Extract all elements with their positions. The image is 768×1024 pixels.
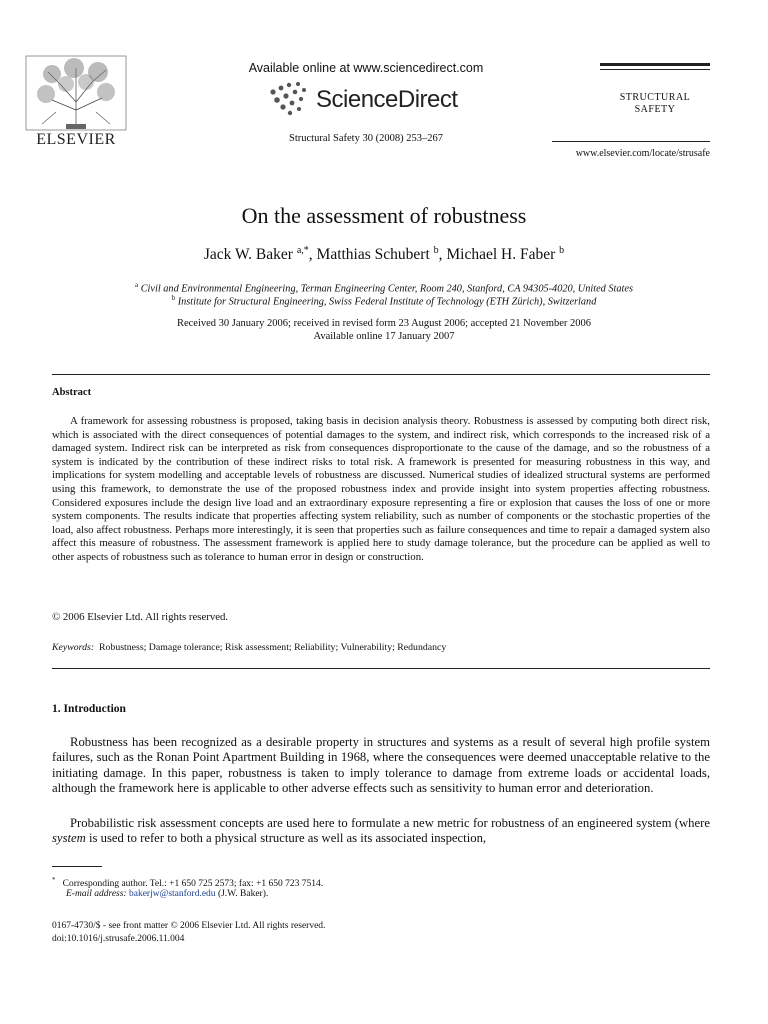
available-online-text: Available online at www.sciencedirect.com xyxy=(248,61,484,75)
email-footnote xyxy=(66,889,268,899)
affiliation-text: Institute for Structural Engineering, Swiss Federal Institute of Technology (ETH Zürich), Switzerland xyxy=(177,296,597,308)
footnote-rule xyxy=(52,866,102,867)
author-name[interactable]: Jack W. Baker xyxy=(203,246,293,264)
journal-url-rule xyxy=(552,141,710,142)
sciencedirect-wordmark: ScienceDirect xyxy=(316,86,458,113)
keywords-list: Robustness; Damage tolerance; Risk assessment; Reliability; Vulnerability; Redundancy xyxy=(99,642,447,653)
affiliation xyxy=(0,281,768,294)
publisher-name: ELSEVIER xyxy=(36,131,116,148)
journal-title-line1: STRUCTURAL xyxy=(619,92,691,103)
keywords-label: Keywords: xyxy=(52,642,95,653)
author-name[interactable]: Michael H. Faber xyxy=(446,246,556,264)
intro-text: Probabilistic risk assessment concepts are used here to formulate a new metric for robustness of an engineered system (where xyxy=(70,816,710,830)
author-list: Jack W. Baker $^{a,*}$, Matthias Schubert $^b$, Michael H. Faber $^b$ xyxy=(203,245,565,264)
issn-line: 0167-4730/$ - see front matter © 2006 Elsevier Ltd. All rights reserved. xyxy=(52,921,326,931)
affiliation xyxy=(0,294,768,307)
received-dates: Received 30 January 2006; received in revised form 23 August 2006; accepted 21 November 2006 xyxy=(176,318,592,329)
author-affil-marker[interactable]: b xyxy=(433,245,439,256)
intro-text: is used to refer to both a physical structure as well as its associated inspection, xyxy=(85,831,487,846)
intro-paragraph xyxy=(52,816,710,847)
online-date: Available online 17 January 2007 xyxy=(313,331,455,342)
journal-title-rule-thin xyxy=(600,69,710,70)
author-name[interactable]: Matthias Schubert xyxy=(316,246,430,264)
journal-url-link[interactable]: www.elsevier.com/locate/strusafe xyxy=(575,148,710,159)
author-affil-marker[interactable]: b xyxy=(559,245,565,256)
affiliation-text: Civil and Environmental Engineering, Terman Engineering Center, Room 240, Stanford, CA 94305-4020, United States xyxy=(140,283,633,295)
journal-title-rule xyxy=(600,63,710,66)
affiliation-marker: a xyxy=(135,281,139,289)
email-label: E-mail address: xyxy=(66,889,127,899)
journal-title-line2: SAFETY xyxy=(634,104,676,115)
abstract-copyright: © 2006 Elsevier Ltd. All rights reserved. xyxy=(52,611,229,623)
section-heading: 1. Introduction xyxy=(52,703,126,715)
keywords xyxy=(52,642,710,653)
abstract-text: A framework for assessing robustness is proposed, taking basis in decision analysis theory. Robustness is assessed by computing both direct risk, which is associated with the direct consequences of potential damages to the system, and indirect risk, which corresponds to the increased risk of a damaged system. Indirect risk can be interpreted as risk from consequences disproportionate to the cause of the damage, and so the robustness of a system is indicated by the contribution of these indirect risks to total risk. A framework is presented for measuring robustness in this way, and implications for system modelling and acceptable levels of robustness are discussed. Numerical studies of idealized structural systems are performed using this framework, to demonstrate the use of the proposed robustness index and provide insight into system properties affecting robustness. Considered exposures include the design live load and an extraordinary exposure representing a fire or explosion that causes the loss of one or more system components. The results indicate that properties affecting system reliability, such as number of components or the stochastic properties of the load, also affect robustness. Perhaps more interestingly, it is seen that properties such as failure consequences and time to repair a damaged system also affect this measure of robustness. The assessment framework is applied here to study damage tolerance, but the procedure can be applied as well to other aspects of robustness such as tolerance to human error in design or construction. xyxy=(52,415,710,563)
corresponding-text: Corresponding author. Tel.: +1 650 725 2573; fax: +1 650 723 7514. xyxy=(62,879,324,890)
section-divider xyxy=(52,374,710,375)
article-title: On the assessment of robustness xyxy=(241,203,527,228)
affiliation-marker: b xyxy=(171,294,176,302)
section-divider xyxy=(52,668,710,669)
email-link[interactable]: bakerjw@stanford.edu xyxy=(128,889,216,899)
intro-paragraph: Robustness has been recognized as a desirable property in structures and systems as a result of several high profile system failures, such as the Ronan Point Apartment Building in 1968, where the consequences were deemed unacceptable relative to the initiating damage. In this paper, robustness is taken to imply tolerance to damage from extreme loads or accidental loads, although the framework here is applicable to other adverse effects such as sensitivity to human error and deterioration. xyxy=(52,735,710,796)
doi-link[interactable]: doi:10.1016/j.strusafe.2006.11.004 xyxy=(52,934,185,944)
journal-title xyxy=(600,92,710,116)
author-affil-marker[interactable]: a,* xyxy=(296,245,309,256)
intro-emphasis: system xyxy=(52,831,86,846)
email-owner: (J.W. Baker). xyxy=(217,889,269,899)
abstract-heading: Abstract xyxy=(52,387,92,398)
footnote-marker: * xyxy=(52,876,56,884)
journal-reference: Structural Safety 30 (2008) 253–267 xyxy=(289,133,443,144)
corresponding-author-footnote xyxy=(52,876,323,889)
